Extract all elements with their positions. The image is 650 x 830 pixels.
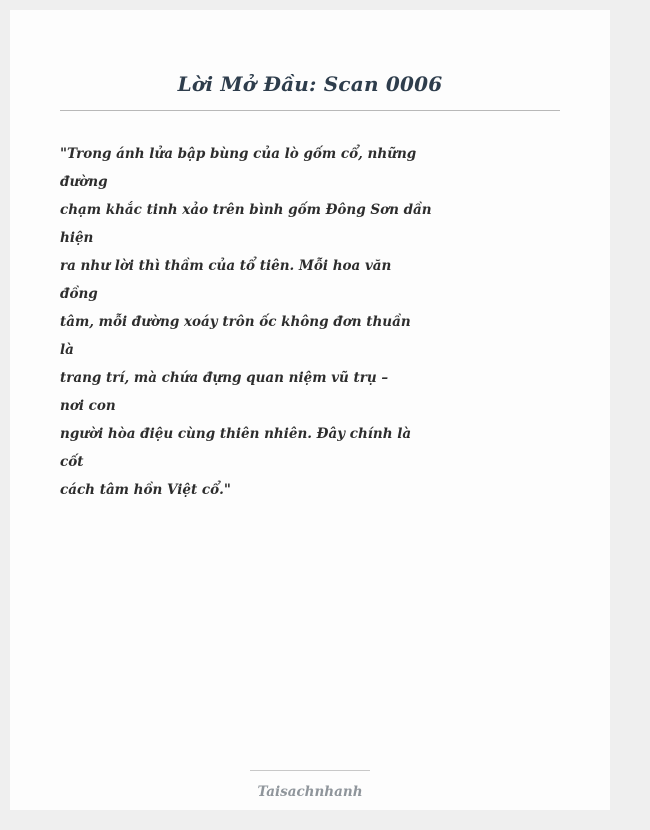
body-line: cách tâm hồn Việt cổ." xyxy=(60,482,231,498)
title-divider xyxy=(60,110,560,111)
document-page xyxy=(10,10,610,810)
body-line: đồng xyxy=(60,286,98,302)
body-text xyxy=(60,140,432,504)
body-line: hiện xyxy=(60,230,94,246)
body-line: trang trí, mà chứa đựng quan niệm vũ trụ – xyxy=(60,370,389,386)
body-line: cốt xyxy=(60,454,84,470)
body-line: ra như lời thì thầm của tổ tiên. Mỗi hoa văn xyxy=(60,258,392,274)
body-line: đường xyxy=(60,174,108,190)
footer-divider xyxy=(250,770,370,771)
page-title: Lời Mở Đầu: Scan 0006 xyxy=(177,72,443,96)
body-line: người hòa điệu cùng thiên nhiên. Đây chính là xyxy=(60,426,412,442)
body-line: "Trong ánh lửa bập bùng của lò gốm cổ, những xyxy=(60,146,417,162)
body-line: nơi con xyxy=(60,398,116,414)
body-line: tâm, mỗi đường xoáy trôn ốc không đơn thuần xyxy=(60,314,411,330)
body-line: chạm khắc tinh xảo trên bình gốm Đông Sơn dần xyxy=(60,202,432,218)
body-line: là xyxy=(60,342,74,358)
footer-label: Taisachnhanh xyxy=(257,784,363,800)
